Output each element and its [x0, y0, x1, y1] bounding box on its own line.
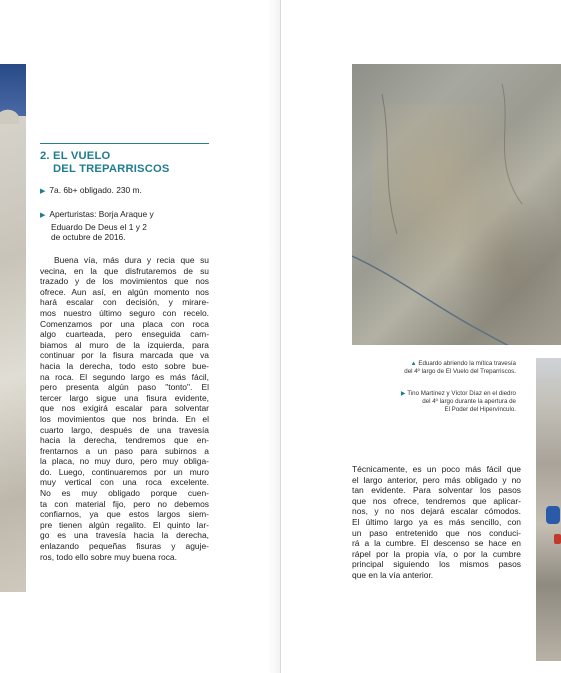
body-line: pero presenta algún paso "tonto". El — [40, 382, 209, 393]
body-line: ta con material fijo, pero no debemos — [40, 498, 209, 509]
body-line: ros, todo ello sobre muy buena roca. — [40, 551, 177, 562]
body-line: do. Luego, continuaremos por un muro — [40, 466, 209, 477]
section-title-line: 2. EL VUELO — [40, 150, 111, 162]
body-line: mos nuestro último seguro con recelo. — [40, 307, 209, 318]
rock-crack — [502, 84, 522, 204]
climber-figure — [554, 534, 561, 544]
page-spine-shadow — [268, 0, 280, 673]
caption-text: Tino Martínez y Víctor Díaz en el diedro — [407, 390, 516, 397]
body-line: rá a la cumbre. El descenso se hace en — [352, 538, 521, 549]
triangle-right-icon: ▶ — [40, 188, 46, 195]
caption-line — [401, 390, 516, 398]
body-line: No es muy obligado porque cuen- — [40, 488, 209, 499]
photo-rock-face — [0, 116, 26, 592]
rope-line — [352, 256, 561, 345]
body-line: nos, y no nos dejará escalar cómodos. — [352, 506, 521, 517]
caption-text: Eduardo abriendo la mítica travesía — [418, 360, 516, 367]
body-line: que en la vía anterior. — [352, 569, 434, 580]
climber-figure — [546, 506, 560, 524]
body-line: cuarto largo, después de una travesía — [40, 424, 209, 435]
body-line: el largo anterior, pero más obligado y no — [352, 474, 521, 485]
body-line: rápel por la propia vía, o por la cumbre — [352, 548, 521, 559]
section-title-line: DEL TREPARRISCOS — [53, 162, 170, 175]
section-rule — [40, 143, 209, 144]
body-line: tan evidente. Para solventar los pasos — [352, 485, 521, 496]
body-line: na roca. El segundo largo es más fácil, — [40, 371, 209, 382]
rock-crack — [382, 94, 397, 234]
climbing-photo-bottom — [536, 358, 561, 661]
body-line: Técnicamente, es un poco más fácil que — [352, 464, 521, 474]
caption-line: del 4º largo de El Vuelo del Treparriscos. — [404, 367, 516, 375]
body-line: que nos exigirá escalar para solventar — [40, 403, 209, 414]
openers-line: Aperturistas: Borja Araque y — [49, 209, 154, 219]
body-line: frentarnos a un paso para subirnos a — [40, 445, 209, 456]
grade-bullet — [40, 185, 142, 198]
body-line: hará escalar con decisión, y mirare- — [40, 297, 209, 308]
body-line: biamos al muro de la izquierda, para — [40, 339, 209, 350]
triangle-up-icon: ▲ — [410, 360, 419, 367]
page-spine — [280, 0, 281, 673]
route-description-continued — [352, 464, 521, 581]
body-line: tercer largo sigue una fisura evidente, — [40, 392, 209, 403]
photo-caption-2 — [401, 390, 516, 413]
body-line: muy vertical con una roca excelente. — [40, 477, 209, 488]
photo-caption-1 — [404, 360, 516, 376]
caption-line: El Poder del Hipervínculo. — [444, 405, 516, 413]
body-line: los movimientos que nos brinda. En el — [40, 413, 209, 424]
body-line: ofrece. Aun así, en algún momento nos — [40, 286, 209, 297]
body-line: enlazando pequeñas fisuras y aguje- — [40, 541, 209, 552]
body-line: la placa, no muy duro, pero muy obliga- — [40, 456, 209, 467]
openers-line: de octubre de 2016. — [51, 232, 126, 242]
grade-text: 7a. 6b+ obligado. 230 m. — [49, 185, 142, 195]
body-line: pre tienen algún regalito. El quinto lar- — [40, 519, 209, 530]
section-title — [40, 150, 170, 175]
climbing-photo-top — [352, 64, 561, 345]
body-line: trazado y de los movimientos que nos — [40, 276, 209, 287]
triangle-right-icon: ▶ — [400, 390, 408, 397]
body-line: hacia la derecha, todo esto sobre bue- — [40, 360, 209, 371]
caption-line: del 4º largo durante la apertura de — [422, 397, 516, 405]
body-line: continuar por la fisura marcada que va — [40, 350, 209, 361]
openers-bullet — [40, 209, 154, 243]
caption-line — [404, 360, 516, 368]
openers-line: Eduardo De Deus el 1 y 2 — [51, 221, 147, 232]
left-page-photo — [0, 64, 26, 592]
body-line: que nos ofrece, tendremos que aplicar- — [352, 495, 521, 506]
body-line: El último largo ya es más sencillo, con — [352, 516, 521, 527]
body-line: principal siguiendo los mismos pasos — [352, 559, 521, 570]
body-line: Buena vía, más dura y recia que su — [54, 255, 209, 265]
triangle-right-icon: ▶ — [40, 212, 46, 219]
body-line: vecina, en la que disfrutaremos de su — [40, 265, 209, 276]
rope-drawing — [352, 64, 561, 345]
body-line: un paso entretenido que nos conduci- — [352, 527, 521, 538]
photo-rock-edge — [0, 104, 26, 124]
body-line: algo cuarteada, pero enseguida cam- — [40, 329, 209, 340]
body-line: go es una travesía hacia la derecha, — [40, 530, 209, 541]
route-description — [40, 255, 209, 562]
body-line: hacia la derecha, tendremos que en- — [40, 435, 209, 446]
body-line: Comenzamos por una placa con roca — [40, 318, 209, 329]
body-line: confiarnos, ya que estos largos siem- — [40, 509, 209, 520]
